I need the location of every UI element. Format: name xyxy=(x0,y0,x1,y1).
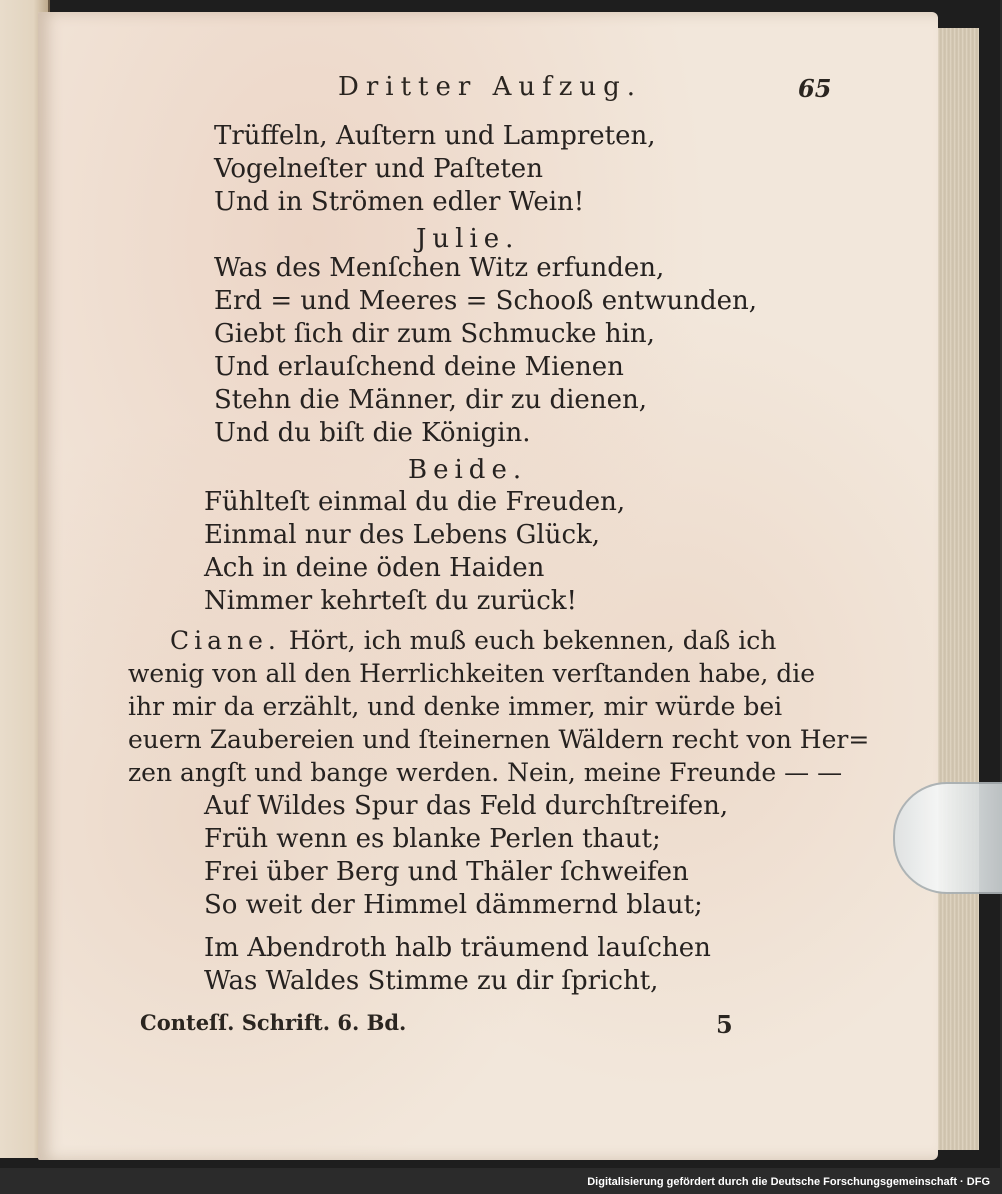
prose-line: wenig von all den Herrlichkeiten verſtanden habe, die xyxy=(128,659,816,688)
verse-line: Im Abendroth halb träumend lauſchen xyxy=(204,933,711,963)
prose-line: ihr mir da erzählt, und denke immer, mir würde bei xyxy=(128,692,783,721)
verse-line: Was Waldes Stimme zu dir ſpricht, xyxy=(204,966,659,996)
verse-line: Stehn die Männer, dir zu dienen, xyxy=(214,385,647,415)
verse-block-5 xyxy=(204,932,711,998)
verse-line: Giebt ſich dir zum Schmucke hin, xyxy=(214,319,655,349)
verse-line: Erd = und Meeres = Schooß entwunden, xyxy=(214,286,758,316)
verse-line: Auf Wildes Spur das Feld durchſtreifen, xyxy=(204,791,729,821)
speaker-label: Beide. xyxy=(408,455,528,485)
speaker-label: Ciane. xyxy=(170,626,281,655)
verse-line: Und du biſt die Königin. xyxy=(214,418,531,448)
verse-line: Vogelneſter und Paſteten xyxy=(214,154,543,184)
digitization-credit: Digitalisierung gefördert durch die Deutsche Forschungsgemeinschaft · DFG xyxy=(587,1176,990,1188)
prose-line: zen angſt und bange werden. Nein, meine Freunde — — xyxy=(128,758,843,787)
verse-line: Frei über Berg und Thäler ſchweifen xyxy=(204,857,689,887)
verse-block-4 xyxy=(204,790,728,922)
prose-first-line xyxy=(128,624,777,657)
signature-mark: Conteſſ. Schrift. 6. Bd. xyxy=(140,1010,407,1035)
verse-line: Ach in deine öden Haiden xyxy=(204,553,545,583)
prose-line: Hört, ich muß euch bekennen, daß ich xyxy=(288,626,777,655)
verse-block-2 xyxy=(214,252,757,450)
verse-line: Trüffeln, Auſtern und Lampreten, xyxy=(214,121,656,151)
page-clip xyxy=(893,782,1002,894)
page-number: 65 xyxy=(798,74,832,103)
running-head: Dritter Aufzug. xyxy=(338,72,643,102)
verse-block-1 xyxy=(214,120,656,219)
verse-line: Nimmer kehrteſt du zurück! xyxy=(204,586,577,616)
signature-number: 5 xyxy=(716,1010,733,1039)
verse-line: Und in Strömen edler Wein! xyxy=(214,187,585,217)
verse-block-3 xyxy=(204,486,625,618)
book-page xyxy=(38,12,938,1160)
verse-line: Früh wenn es blanke Perlen thaut; xyxy=(204,824,661,854)
verse-line: Und erlauſchend deine Mienen xyxy=(214,352,624,382)
verse-line: So weit der Himmel dämmernd blaut; xyxy=(204,890,703,920)
verse-line: Was des Menſchen Witz erfunden, xyxy=(214,253,665,283)
prose-paragraph xyxy=(128,624,870,789)
speaker-label: Julie. xyxy=(416,224,520,254)
verse-line: Fühlteſt einmal du die Freuden, xyxy=(204,487,626,517)
verse-line: Einmal nur des Lebens Glück, xyxy=(204,520,601,550)
prose-line: euern Zaubereien und ſteinernen Wäldern recht von Her= xyxy=(128,725,870,754)
